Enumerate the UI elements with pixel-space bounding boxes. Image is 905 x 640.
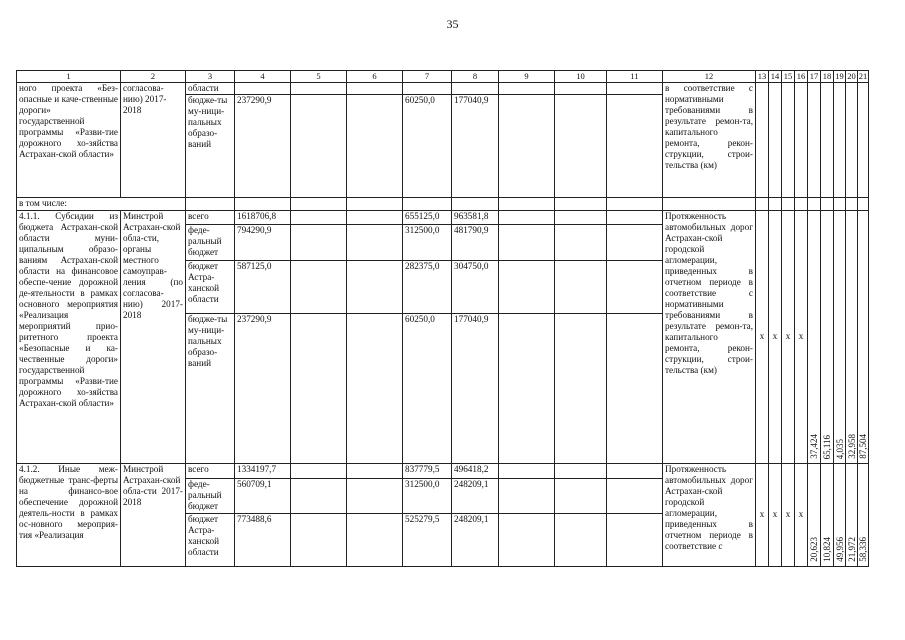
funding-source: всего xyxy=(186,463,235,478)
header-cell: 4 xyxy=(235,71,291,83)
program-table xyxy=(16,70,869,567)
indicator-value: х xyxy=(769,463,782,566)
amount-total xyxy=(235,82,291,95)
funding-source: бюджет Астра-ханской области xyxy=(186,261,235,314)
indicator-value: х xyxy=(782,210,795,463)
executor: Минстрой Астрахан-ской обла-сти, органы местного самоуправ-ления (по согласова-нию) 2017-2018 xyxy=(121,210,186,463)
header-cell: 18 xyxy=(821,71,834,83)
header-cell: 20 xyxy=(847,71,856,82)
header-cell: 21 xyxy=(858,71,868,82)
indicator-value: 4,035 xyxy=(834,210,846,463)
amount-total: 773488,6 xyxy=(235,514,291,567)
header-cell: 16 xyxy=(795,71,808,83)
amount-year2: 248209,1 xyxy=(452,514,499,567)
header-cell: 3 xyxy=(186,71,235,83)
funding-source: области xyxy=(186,82,235,95)
amount-year2: 304750,0 xyxy=(452,261,499,314)
funding-source: бюдже-ты му-ници-пальных образо-ваний xyxy=(186,95,235,198)
indicator-value: х xyxy=(756,463,769,566)
table-row xyxy=(17,463,869,478)
amount-year1: 282375,0 xyxy=(403,261,452,314)
amount-year1: 60250,0 xyxy=(403,95,452,198)
header-cell: 10 xyxy=(555,71,607,83)
header-cell: 17 xyxy=(808,71,821,83)
indicator-name: в соответствие с нормативными требованиями в результате ремон-та, капитального ремонта, рекон-струкции, строи-тельства (км) xyxy=(663,82,756,198)
header-cell: 13 xyxy=(756,71,769,83)
amount-total: 1618706,8 xyxy=(235,210,291,225)
header-cell: 7 xyxy=(403,71,452,83)
table-row xyxy=(17,82,869,95)
funding-source: бюдже-ты му-ници-пальных образо-ваний xyxy=(186,313,235,463)
indicator-name: Протяженность автомобильных дорог Астрахан-ской городской агломерации, приведенных в отчетном периоде в соответствие с xyxy=(663,463,756,566)
executor: Минстрой Астрахан-ской обла-сти 2017-2018 xyxy=(121,463,186,566)
amount-year2: 177040,9 xyxy=(452,313,499,463)
amount-year1: 312500,0 xyxy=(403,478,452,514)
indicator-value: 65,116 xyxy=(821,210,834,463)
header-cell: 19 xyxy=(835,71,844,82)
indicator-value: х xyxy=(782,463,795,566)
header-cell: 5 xyxy=(291,71,347,83)
amount-year1 xyxy=(403,82,452,95)
funding-source: бюджет Астра-ханской области xyxy=(186,514,235,567)
indicator-value: 49,956 xyxy=(834,463,846,566)
amount-year1: 312500,0 xyxy=(403,225,452,261)
indicator-value: 58,336 xyxy=(858,463,869,566)
subtotal-label: в том числе: xyxy=(17,198,186,211)
amount-year1: 525279,5 xyxy=(403,514,452,567)
amount-total: 587125,0 xyxy=(235,261,291,314)
header-cell: 11 xyxy=(607,71,663,83)
amount-year1: 655125,0 xyxy=(403,210,452,225)
amount-total: 560709,1 xyxy=(235,478,291,514)
amount-year1: 60250,0 xyxy=(403,313,452,463)
funding-source: феде-ральный бюджет xyxy=(186,225,235,261)
amount-year2: 248209,1 xyxy=(452,478,499,514)
indicator-value: 87,504 xyxy=(858,210,869,463)
executor: согласова-нию) 2017-2018 xyxy=(121,82,186,198)
amount-total: 237290,9 xyxy=(235,95,291,198)
indicator-value: 32,958 xyxy=(846,210,858,463)
header-cell: 12 xyxy=(663,71,756,83)
table-row xyxy=(17,198,869,211)
amount-year2: 481790,9 xyxy=(452,225,499,261)
indicator-value: 21,972 xyxy=(846,463,858,566)
funding-source: всего xyxy=(186,210,235,225)
measure-name: 4.1.2. Иные меж-бюджетные транс-ферты на финансо-вое обеспечение дорожной деятель-ности в рамках ос-новного мероприя-тия «Реализация xyxy=(17,463,121,566)
indicator-value: х xyxy=(795,463,808,566)
indicator-value: 10,824 xyxy=(821,463,834,566)
amount-year2: 496418,2 xyxy=(452,463,499,478)
indicator-value: х xyxy=(756,210,769,463)
header-cell: 1 xyxy=(17,71,121,83)
amount-year2: 963581,8 xyxy=(452,210,499,225)
amount-total: 237290,9 xyxy=(235,313,291,463)
indicator-value: 37,424 xyxy=(808,210,821,463)
page-number: 35 xyxy=(446,17,459,31)
amount-total: 1334197,7 xyxy=(235,463,291,478)
measure-name: 4.1.1. Субсидии из бюджета Астрахан-ской области муни-ципальным образо-ваниям Астрахан-ской области на финансовое обеспе-чение дорожной де-ятельности в рамках основного мероприятия «Реализация мероприятий прио-ритетного проекта «Безопасные и ка-чественные дороги» государственной программы «Разви-тие дорожного хо-зяйства Астрахан-ской области» xyxy=(17,210,121,463)
header-cell: 8 xyxy=(452,71,499,83)
amount-total: 794290,9 xyxy=(235,225,291,261)
indicator-value: х xyxy=(795,210,808,463)
header-cell: 2 xyxy=(121,71,186,83)
header-cell: 9 xyxy=(499,71,555,83)
amount-year1: 837779,5 xyxy=(403,463,452,478)
header-cell: 14 xyxy=(769,71,782,83)
indicator-name: Протяженность автомобильных дорог Астрахан-ской городской агломерации, приведенных в отчетном периоде в соответствие с нормативными требованиями в результате ремон-та, капитального ремонта, рекон-струкции, строи-тельства (км) xyxy=(663,210,756,463)
header-cell: 6 xyxy=(347,71,403,83)
amount-year2 xyxy=(452,82,499,95)
amount-year2: 177040,9 xyxy=(452,95,499,198)
indicator-value: х xyxy=(769,210,782,463)
table-row xyxy=(17,210,869,225)
header-cell: 15 xyxy=(782,71,795,83)
measure-name: ного проекта «Без-опасные и каче-ственные дороги» государственной программы «Разви-тие дорожного хо-зяйства Астрахан-ской области» xyxy=(17,82,121,198)
funding-source: феде-ральный бюджет xyxy=(186,478,235,514)
header-row xyxy=(17,71,869,83)
indicator-value: 20,623 xyxy=(808,463,821,566)
